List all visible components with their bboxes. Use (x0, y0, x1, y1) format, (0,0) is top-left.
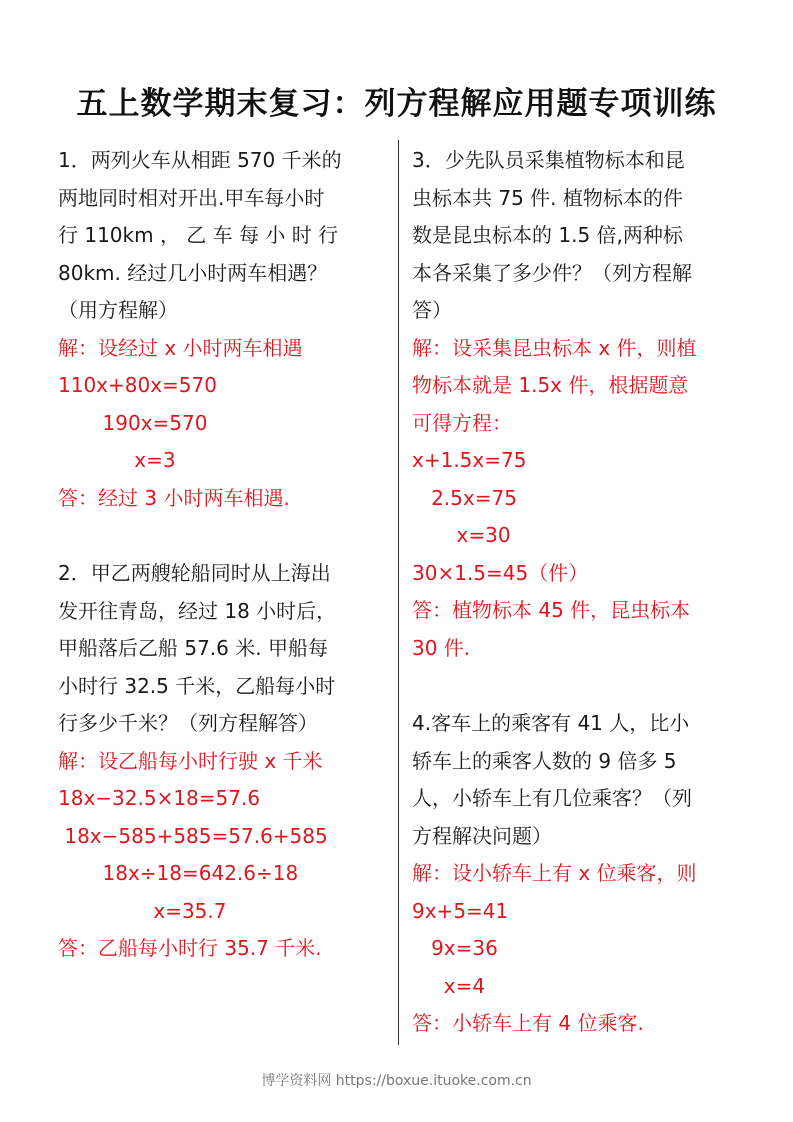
question-line: 1．两列火车从相距 570 千米的 (58, 148, 342, 172)
solution-line: 解：设小轿车上有 x 位乘客，则 (412, 861, 697, 885)
solution-line: 18x−585+585=57.6+585 (58, 823, 328, 848)
problem-3-solution (412, 330, 742, 668)
solution-line: 物标本就是 1.5x 件，根据题意 (412, 373, 689, 397)
question-line: 2．甲乙两艘轮船同时从上海出 (58, 561, 331, 585)
answer-line: 答：植物标本 45 件，昆虫标本 (412, 598, 691, 622)
solution-line: 18x÷18=642.6÷18 (58, 861, 299, 885)
solution-line: 9x+5=41 (412, 898, 509, 923)
right-column (412, 142, 742, 1043)
problem-1 (58, 142, 388, 517)
problem-3-question (412, 142, 742, 330)
solution-line: 18x−32.5×18=57.6 (58, 786, 261, 810)
problem-4-solution (412, 855, 742, 1043)
solution-line: 110x+80x=570 (58, 373, 217, 397)
answer-line: 答：小轿车上有 4 位乘客. (412, 1011, 644, 1035)
question-line: 两地同时相对开出.甲车每小时 (58, 185, 325, 210)
page-title: 五上数学期末复习：列方程解应用题专项训练 (76, 86, 717, 122)
left-column (58, 142, 388, 968)
question-line: 80km. 经过几小时两车相遇？ (58, 260, 328, 285)
question-line: 答） (412, 298, 452, 322)
solution-line: x=4 (412, 973, 486, 998)
solution-line: 解：设经过 x 小时两车相遇 (58, 335, 303, 360)
question-line: （用方程解） (58, 298, 178, 322)
solution-line: 9x=36 (412, 936, 498, 960)
question-line: 本各采集了多少件？（列方程解 (412, 260, 692, 285)
solution-line: 可得方程： (412, 410, 512, 435)
problem-2-question (58, 555, 388, 743)
problem-4-question (412, 705, 742, 855)
column-divider (398, 140, 399, 1045)
problem-4 (412, 705, 742, 1043)
answer-line: 答：乙船每小时行 35.7 千米. (58, 936, 322, 960)
problem-1-solution (58, 330, 388, 518)
solution-line: 解：设采集昆虫标本 x 件，则植 (412, 335, 697, 360)
question-line: 3．少先队员采集植物标本和昆 (412, 148, 685, 172)
question-line: 小时行 32.5 千米，乙船每小时 (58, 673, 336, 698)
question-line: 数是昆虫标本的 1.5 倍,两种标 (412, 223, 683, 247)
spacer (412, 667, 742, 705)
question-line: 轿车上的乘客人数的 9 倍多 5 (412, 748, 677, 773)
question-line: 虫标本共 75 件. 植物标本的件 (412, 185, 683, 210)
question-line: 发开往青岛，经过 18 小时后， (58, 598, 337, 623)
solution-line: 2.5x=75 (412, 485, 517, 510)
solution-line: x=35.7 (58, 898, 227, 923)
problem-2 (58, 555, 388, 968)
problem-1-question (58, 142, 388, 330)
answer-line: 30 件. (412, 635, 471, 660)
problem-2-solution (58, 743, 388, 968)
solution-line: x+1.5x=75 (412, 448, 527, 472)
question-line: 人，小轿车上有几位乘客？（列 (412, 786, 692, 810)
question-line: 行 110km ， 乙 车 每 小 时 行 (58, 223, 339, 247)
question-line: 方程解决问题） (412, 823, 552, 848)
problem-3 (412, 142, 742, 667)
solution-line: 190x=570 (58, 410, 208, 435)
solution-line: x=30 (412, 523, 511, 547)
spacer (58, 517, 388, 555)
question-line: 行多少千米？（列方程解答） (58, 711, 318, 735)
footer-watermark: 博学资料网 https://boxue.ituoke.com.cn (261, 1073, 532, 1089)
solution-line: 30×1.5=45（件） (412, 560, 589, 585)
question-line: 甲船落后乙船 57.6 米. 甲船每 (58, 636, 328, 660)
solution-line: 解：设乙船每小时行驶 x 千米 (58, 748, 323, 773)
solution-line: x=3 (58, 448, 176, 472)
answer-line: 答：经过 3 小时两车相遇. (58, 485, 290, 510)
question-line: 4.客车上的乘客有 41 人，比小 (412, 711, 690, 735)
